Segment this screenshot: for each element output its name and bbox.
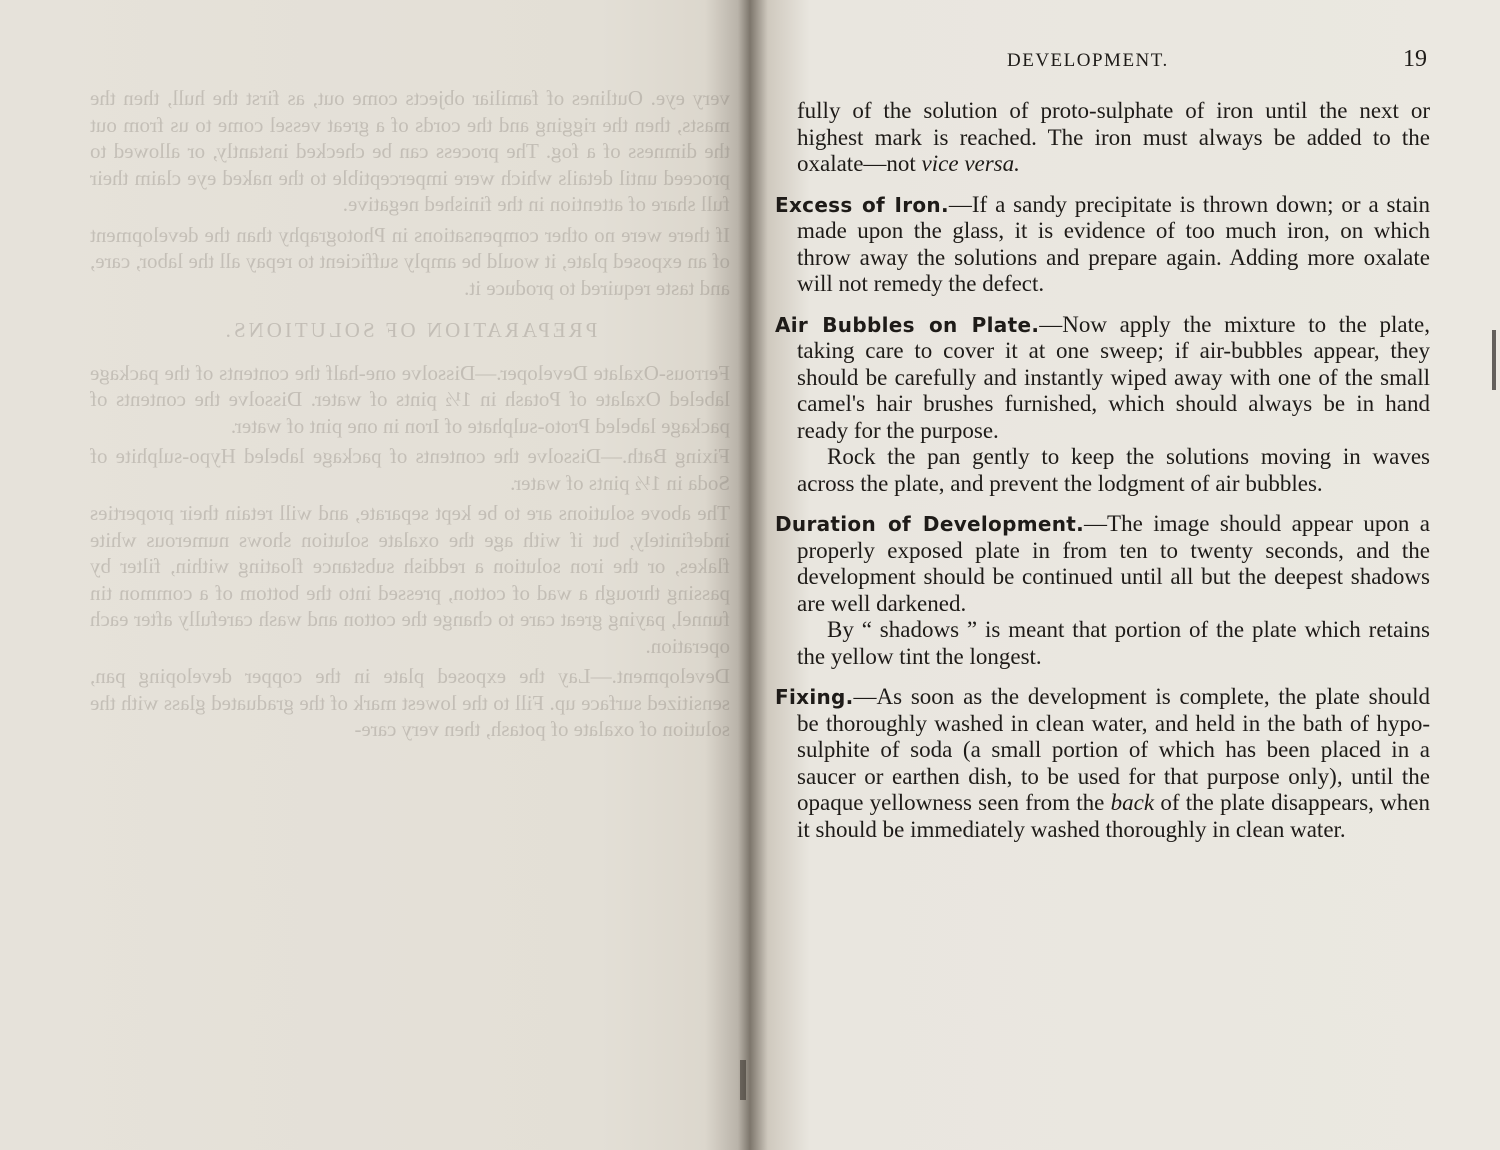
show-through-paragraph: Ferrous-Oxalate Developer.—Dissolve one-half the contents of the package labeled Oxalate of Potash in 1½ pints of water. Dissolve the contents of package labeled Proto-sulphate of Iron in one pint of water. bbox=[90, 360, 730, 438]
page-number: 19 bbox=[1403, 46, 1427, 72]
show-through-text bbox=[90, 85, 730, 747]
section-heading: Duration of Development. bbox=[775, 512, 1085, 536]
show-through-paragraph: If there were no other compensations in Photography than the development of an exposed plate, it would be amply sufficient to repay all the labor, care, and taste required to produce it. bbox=[90, 222, 730, 300]
continuation-italic: vice versa. bbox=[921, 151, 1020, 176]
section-followup: By “ shadows ” is meant that portion of the plate which retains the yellow tint the longest. bbox=[797, 617, 1430, 669]
section-heading: Excess of Iron. bbox=[775, 192, 949, 217]
section-body-italic: back bbox=[1110, 790, 1155, 815]
show-through-paragraph: Fixing Bath.—Dissolve the contents of package labeled Hypo-sulphite of Soda in 1½ pints of water. bbox=[90, 444, 730, 495]
show-through-paragraph: Development.—Lay the exposed plate in the copper developing pan, sensitized surface up. Fill to the lowest mark of the graduated glass with the solution of oxalate of potash, then very care- bbox=[90, 664, 730, 741]
section-body: —If a sandy precipitate is thrown down; or a stain made upon the glass, it is evidence of too much iron, on which throw away the solutions and prepare again. Adding more oxalate will not remedy the defect. bbox=[797, 191, 1430, 296]
continuation-text: fully of the solution of proto-sulphate of iron until the next or highest mark is reached. The iron must always be added to the oxalate—not bbox=[797, 98, 1430, 176]
section-followup: Rock the pan gently to keep the solutions moving in waves across the plate, and prevent the lodgment of air bubbles. bbox=[797, 444, 1430, 496]
section-air-bubbles bbox=[775, 312, 1430, 445]
section-fixing bbox=[775, 684, 1430, 843]
section-body: —Now apply the mixture to the plate, taking care to cover it at one sweep; if air-bubbles appear, they should be carefully and instantly wiped away with one of the small camel's hair brushes furnished, which should always be in hand ready for the purpose. bbox=[797, 311, 1430, 443]
section-body-end: of the plate disappears, when it should be immediately washed thoroughly in clean water. bbox=[797, 790, 1430, 842]
section-body: —The image should appear upon a properly exposed plate in from ten to twenty seconds, and the development should be continued until all but the deepest shadows are well darkened. bbox=[797, 511, 1430, 616]
section-excess-of-iron bbox=[775, 192, 1430, 298]
page-edge-mark bbox=[1492, 330, 1496, 390]
section-heading: Air Bubbles on Plate. bbox=[775, 312, 1040, 337]
section-body-start: —As soon as the development is complete, the plate should be thoroughly washed in clean water, and held in the bath of hypo-sulphite of soda (a small portion of which has been placed in a saucer or earthen dish, to be used for that purpose only), until the opaque yellowness seen from the bbox=[797, 684, 1430, 815]
running-head: DEVELOPMENT. bbox=[1007, 50, 1169, 71]
right-page bbox=[745, 0, 1500, 1150]
section-heading: Fixing. bbox=[775, 685, 854, 709]
left-page bbox=[0, 0, 745, 1150]
page-body bbox=[775, 98, 1430, 843]
show-through-heading: PREPARATION OF SOLUTIONS. bbox=[222, 318, 598, 342]
section-duration-of-development bbox=[775, 511, 1430, 617]
show-through-paragraph: very eye. Outlines of familiar objects come out, as first the hull, then the masts, then the rigging and the cords of a great vessel come to us from out the dimness of a fog. The process can be checked instantly, or allowed to proceed until details which were imperceptible to the naked eye claim their full share of attention in the finished negative. bbox=[90, 86, 730, 216]
continuation-paragraph bbox=[775, 98, 1430, 178]
show-through-paragraph: The above solutions are to be kept separate, and will retain their properties indefinitely, but if with age the oxalate solution shows numerous white flakes, or the iron solution a reddish substance floating within, filter by passing through a wad of cotton, pressed into the bottom of a common tin funnel, paying great care to change the cotton and wash carefully after each operation. bbox=[90, 501, 730, 658]
